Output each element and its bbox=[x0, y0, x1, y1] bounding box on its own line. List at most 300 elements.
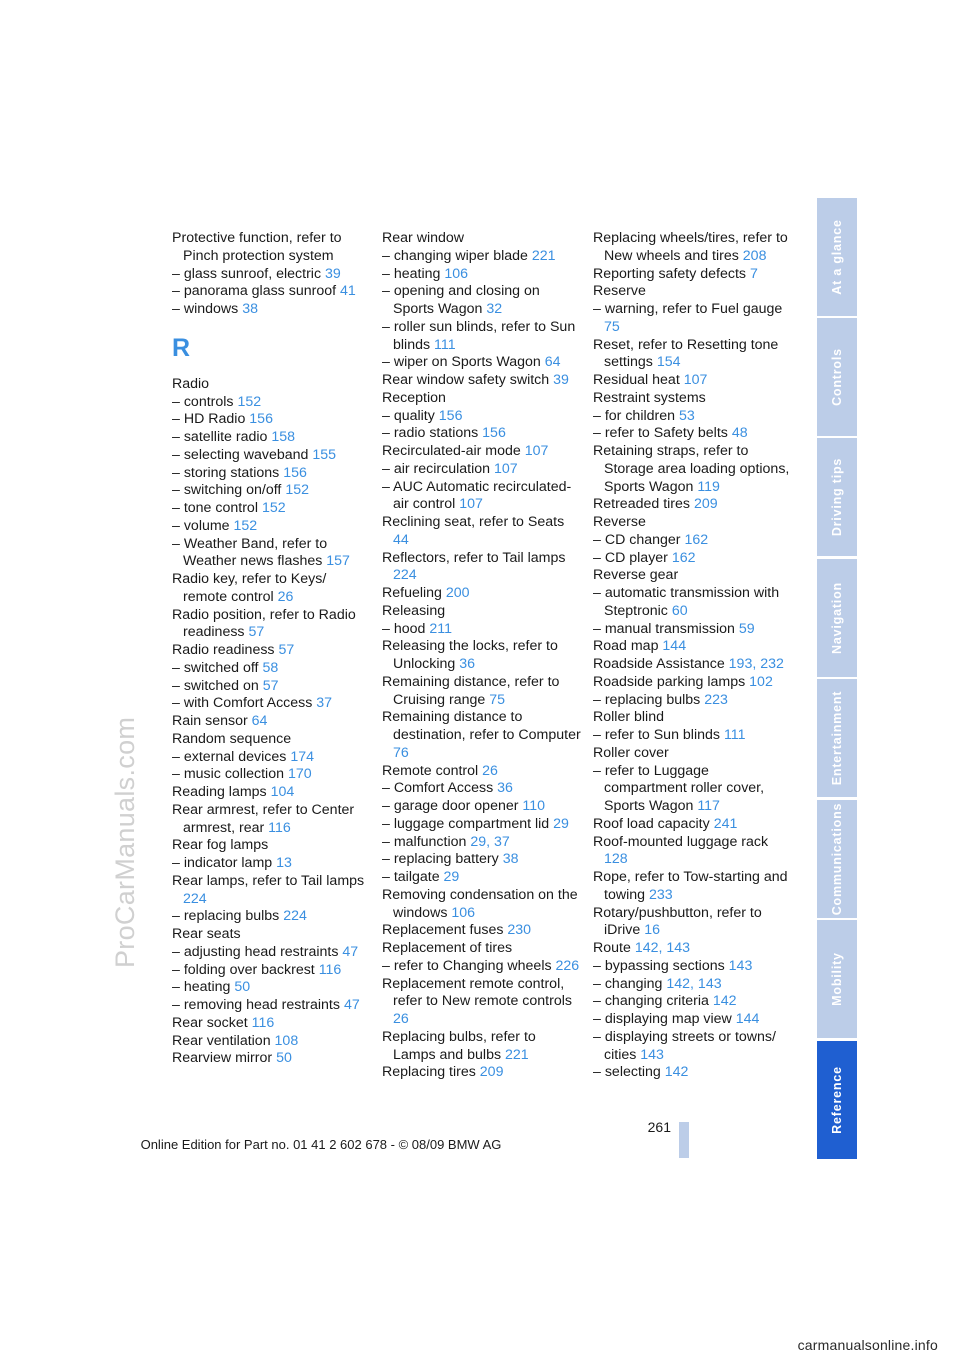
page-reference-link[interactable]: 29 bbox=[443, 869, 460, 885]
page-reference-link[interactable]: 107 bbox=[459, 496, 483, 513]
page-reference-link[interactable]: 102 bbox=[749, 673, 773, 690]
tab-label: Navigation bbox=[830, 582, 844, 654]
index-entry-text: – selecting waveband bbox=[172, 446, 309, 463]
index-entry-text: Replacement of tires bbox=[382, 940, 513, 956]
index-entry-text: – for children bbox=[593, 407, 676, 424]
page-reference-link[interactable]: 57 bbox=[278, 642, 295, 658]
tab-at-a-glance[interactable] bbox=[817, 198, 857, 316]
page-reference-link[interactable]: 36 bbox=[497, 780, 513, 797]
page-reference-link[interactable]: 59 bbox=[738, 620, 755, 637]
index-entry-text: – AUC Automatic recirculated-air control bbox=[382, 478, 572, 513]
page-reference-link[interactable]: 152 bbox=[233, 517, 258, 534]
page-reference-link[interactable]: 38 bbox=[502, 851, 519, 868]
page-reference-link[interactable]: 221 bbox=[531, 247, 556, 264]
index-entry-text: – radio stations bbox=[382, 425, 479, 442]
page-reference-link[interactable]: 53 bbox=[678, 407, 695, 424]
index-entry-text: Rear armrest, refer to Center armrest, rear bbox=[172, 801, 355, 836]
index-entry bbox=[593, 674, 793, 692]
index-entry-text: Remaining distance, refer to Cruising range bbox=[382, 673, 560, 708]
index-entry-text: – satellite radio bbox=[172, 429, 268, 445]
index-entry bbox=[593, 567, 793, 585]
index-entry-text: Reflectors, refer to Tail lamps bbox=[382, 549, 566, 566]
index-entry-text: – opening and closing on Sports Wagon bbox=[382, 283, 540, 317]
page-number: 261 bbox=[647, 1119, 671, 1135]
page-reference-link[interactable]: 38 bbox=[242, 301, 258, 317]
watermark-text: ProCarManuals.com bbox=[110, 716, 140, 968]
index-entry bbox=[172, 447, 372, 465]
index-entry bbox=[382, 763, 582, 781]
index-entry-text: Reporting safety defects bbox=[593, 265, 746, 282]
index-entry bbox=[382, 780, 582, 798]
index-entry-text: – folding over backrest bbox=[172, 961, 315, 978]
tab-label: At a glance bbox=[830, 219, 844, 295]
page-reference-link[interactable]: 116 bbox=[268, 819, 291, 836]
index-entry-text: Remote control bbox=[382, 762, 479, 779]
index-entry-text: – replacing bulbs bbox=[172, 908, 280, 925]
index-entry bbox=[593, 337, 793, 373]
page-reference-link[interactable]: 36 bbox=[459, 656, 476, 672]
index-entry-text: Roller blind bbox=[593, 709, 664, 726]
index-entry-text: Rear fog lamps bbox=[172, 837, 269, 854]
index-entry bbox=[382, 887, 582, 923]
index-entry-text: Retreaded tires bbox=[593, 496, 690, 513]
index-entry-text: Rear window safety switch bbox=[382, 372, 550, 388]
page-reference-link[interactable]: 170 bbox=[287, 766, 312, 783]
index-entry-text: – CD changer bbox=[593, 531, 681, 548]
page-reference-link[interactable]: 223 bbox=[704, 691, 728, 708]
page-reference-link[interactable]: 156 bbox=[482, 425, 506, 442]
index-entry bbox=[593, 550, 793, 568]
index-entry bbox=[382, 230, 582, 248]
page-reference-link[interactable]: 107 bbox=[524, 443, 549, 459]
index-entry-text: – refer to Safety belts bbox=[593, 425, 728, 442]
page-reference-link[interactable]: 107 bbox=[493, 460, 518, 477]
index-entry bbox=[172, 607, 372, 643]
index-entry-text: Reverse gear bbox=[593, 567, 679, 584]
page-reference-link[interactable]: 64 bbox=[251, 713, 268, 729]
index-entry-text: – heating bbox=[172, 979, 231, 996]
index-entry-text: Radio bbox=[172, 375, 210, 392]
page-reference-link[interactable]: 111 bbox=[723, 727, 746, 743]
page-reference-link[interactable]: 208 bbox=[742, 247, 767, 264]
index-entry bbox=[382, 408, 582, 426]
index-entry-text: – Comfort Access bbox=[382, 780, 494, 797]
index-entry bbox=[172, 749, 372, 767]
index-entry-text: Road map bbox=[593, 638, 659, 655]
page-reference-link[interactable]: 50 bbox=[234, 979, 251, 996]
page-reference-link[interactable]: 75 bbox=[604, 318, 620, 335]
index-entry-text: Replacement fuses bbox=[382, 922, 504, 939]
page-reference-link[interactable]: 158 bbox=[271, 429, 296, 445]
index-entry bbox=[382, 922, 582, 940]
index-entry bbox=[172, 376, 372, 394]
index-entry-text: – windows bbox=[172, 301, 239, 317]
index-entry-text: Replacing wheels/tires, refer to New wheels and tires bbox=[593, 230, 788, 264]
page-reference-link[interactable]: 26 bbox=[393, 1011, 409, 1027]
index-entry bbox=[593, 638, 793, 656]
index-entry bbox=[382, 372, 582, 390]
index-entry bbox=[382, 1064, 582, 1082]
index-entry bbox=[172, 642, 372, 660]
index-entry bbox=[172, 230, 372, 266]
page-reference-link[interactable]: 162 bbox=[671, 549, 696, 566]
index-entry bbox=[593, 496, 793, 514]
index-entry-text: Route bbox=[593, 940, 631, 956]
page-reference-link[interactable]: 143 bbox=[728, 957, 753, 974]
index-entry bbox=[593, 816, 793, 834]
index-entry bbox=[172, 465, 372, 483]
index-entry-text: – quality bbox=[382, 407, 435, 424]
index-entry bbox=[172, 482, 372, 500]
page-reference-link[interactable]: 41 bbox=[340, 283, 356, 300]
page-reference-link[interactable]: 39 bbox=[325, 265, 341, 282]
index-entry bbox=[172, 908, 372, 926]
index-column-1 bbox=[172, 230, 372, 1068]
index-entry-text: – CD player bbox=[593, 549, 668, 566]
index-entry bbox=[172, 571, 372, 607]
index-entry-text: Rear seats bbox=[172, 926, 241, 942]
index-entry bbox=[172, 731, 372, 749]
index-entry-text: Removing condensation on the windows bbox=[382, 886, 578, 921]
index-entry bbox=[382, 283, 582, 319]
index-entry bbox=[382, 514, 582, 550]
index-entry-text: – glass sunroof, electric bbox=[172, 265, 322, 282]
index-entry-text: – HD Radio bbox=[172, 411, 246, 428]
index-entry bbox=[593, 905, 793, 941]
page-reference-link[interactable]: 128 bbox=[604, 851, 628, 868]
index-entry bbox=[593, 976, 793, 994]
index-entry-text: Rain sensor bbox=[172, 713, 248, 729]
index-entry bbox=[172, 283, 372, 301]
index-entry-text: – displaying map view bbox=[593, 1011, 732, 1027]
page-reference-link[interactable]: 152 bbox=[285, 482, 309, 499]
page-reference-link[interactable]: 58 bbox=[262, 659, 279, 676]
page-reference-link[interactable]: 233 bbox=[648, 886, 673, 903]
index-entry-text: – bypassing sections bbox=[593, 957, 725, 974]
index-entry-text: Roof load capacity bbox=[593, 815, 710, 832]
index-entry-text: – luggage compartment lid bbox=[382, 815, 550, 832]
page-reference-link[interactable]: 221 bbox=[505, 1046, 529, 1063]
index-entry-text: Remaining distance to destination, refer to Computer bbox=[382, 709, 581, 743]
index-entry bbox=[172, 802, 372, 838]
page-reference-link[interactable]: 110 bbox=[522, 798, 546, 814]
index-entry bbox=[172, 301, 372, 319]
index-entry bbox=[593, 869, 793, 905]
index-entry bbox=[593, 834, 793, 870]
tab-communications[interactable] bbox=[817, 800, 857, 918]
page-reference-link[interactable]: 39 bbox=[553, 372, 569, 388]
index-entry bbox=[593, 958, 793, 976]
page-reference-link[interactable]: 111 bbox=[434, 336, 456, 353]
index-entry bbox=[382, 621, 582, 639]
page-reference-link[interactable]: 224 bbox=[393, 567, 417, 584]
index-entry bbox=[382, 390, 582, 408]
page-reference-link[interactable]: 29 bbox=[553, 815, 569, 832]
page-reference-link[interactable]: 106 bbox=[451, 904, 476, 921]
page-reference-link[interactable]: 64 bbox=[544, 354, 561, 371]
page-reference-link[interactable]: 226 bbox=[555, 957, 580, 974]
index-entry-text: Rear socket bbox=[172, 1014, 248, 1031]
index-entry-text: Rope, refer to Tow-starting and towing bbox=[593, 869, 788, 903]
index-entry bbox=[593, 745, 793, 763]
page-reference-link[interactable]: 144 bbox=[662, 638, 687, 655]
index-entry bbox=[172, 678, 372, 696]
index-entry-text: Recirculated-air mode bbox=[382, 443, 521, 459]
index-entry bbox=[593, 993, 793, 1011]
index-entry bbox=[382, 851, 582, 869]
index-entry bbox=[172, 1033, 372, 1051]
index-entry-text: – removing head restraints bbox=[172, 997, 340, 1013]
page-reference-link[interactable]: 224 bbox=[183, 890, 207, 907]
footer-text: Online Edition for Part no. 01 41 2 602 678 - © 08/09 BMW AG bbox=[140, 1137, 502, 1152]
page-reference-link[interactable]: 50 bbox=[276, 1050, 292, 1067]
index-entry-text: Radio readiness bbox=[172, 642, 275, 658]
index-entry bbox=[172, 926, 372, 944]
index-entry bbox=[172, 944, 372, 962]
index-entry bbox=[593, 372, 793, 390]
index-entry bbox=[382, 461, 582, 479]
index-entry-text: – switched on bbox=[172, 677, 259, 694]
page-reference-link[interactable]: 76 bbox=[393, 744, 409, 761]
index-entry-text: – switching on/off bbox=[172, 482, 282, 499]
page-reference-link[interactable]: 209 bbox=[479, 1064, 504, 1081]
index-entry-text: Reset, refer to Resetting tone settings bbox=[593, 336, 779, 371]
index-entry-text: – external devices bbox=[172, 748, 287, 765]
page-reference-link[interactable]: 155 bbox=[312, 446, 337, 463]
index-entry-text: Retaining straps, refer to Storage area loading options, Sports Wagon bbox=[593, 443, 790, 495]
tab-entertainment[interactable] bbox=[817, 679, 857, 797]
tab-label: Driving tips bbox=[830, 457, 844, 537]
page-reference-link[interactable]: 211 bbox=[429, 620, 452, 637]
index-entry bbox=[593, 408, 793, 426]
index-entry-text: Roller cover bbox=[593, 744, 669, 761]
index-entry bbox=[382, 603, 582, 621]
index-entry-text: Roof-mounted luggage rack bbox=[593, 833, 769, 850]
index-entry-text: – heating bbox=[382, 265, 441, 282]
page-reference-link[interactable]: 230 bbox=[507, 922, 532, 939]
index-entry-text: – garage door opener bbox=[382, 798, 519, 814]
index-entry-text: Random sequence bbox=[172, 730, 292, 747]
page-reference-link[interactable]: 152 bbox=[261, 500, 286, 516]
page-reference-link[interactable]: 37 bbox=[316, 695, 333, 712]
index-entry-text: – changing criteria bbox=[593, 993, 709, 1010]
index-entry-text: Rear lamps, refer to Tail lamps bbox=[172, 872, 365, 889]
index-entry bbox=[382, 638, 582, 674]
index-entry-text: – air recirculation bbox=[382, 460, 491, 477]
index-entry bbox=[593, 1011, 793, 1029]
index-entry-text: – malfunction bbox=[382, 833, 467, 850]
page-reference-link[interactable]: 142 bbox=[664, 1064, 689, 1081]
index-entry-text: – changing bbox=[593, 975, 663, 992]
index-entry bbox=[382, 319, 582, 355]
page-reference-link[interactable]: 13 bbox=[276, 855, 292, 871]
page-reference-link[interactable]: 142, 143 bbox=[666, 975, 722, 992]
section-heading: R bbox=[172, 333, 191, 362]
page-reference-link[interactable]: 224 bbox=[283, 908, 307, 925]
index-entry-text: – with Comfort Access bbox=[172, 695, 313, 712]
index-entry bbox=[172, 979, 372, 997]
index-entry bbox=[382, 709, 582, 762]
index-entry-text: Reception bbox=[382, 389, 446, 406]
index-entry-text: – manual transmission bbox=[593, 620, 735, 637]
index-entry-text: Radio key, refer to Keys/ remote control bbox=[172, 571, 327, 605]
page-reference-link[interactable]: 60 bbox=[671, 602, 688, 619]
page-reference-link[interactable]: 44 bbox=[393, 531, 409, 548]
page-reference-link[interactable]: 57 bbox=[262, 677, 279, 694]
index-entry bbox=[172, 1015, 372, 1033]
index-entry bbox=[382, 425, 582, 443]
tab-navigation[interactable] bbox=[817, 559, 857, 677]
tab-driving-tips[interactable] bbox=[817, 438, 857, 556]
page-reference-link[interactable]: 174 bbox=[290, 748, 314, 765]
page-reference-link[interactable]: 108 bbox=[274, 1032, 299, 1049]
index-entry bbox=[382, 550, 582, 586]
index-entry bbox=[382, 869, 582, 887]
index-entry-text: – refer to Sun blinds bbox=[593, 727, 720, 743]
index-column-2 bbox=[382, 230, 582, 1082]
index-entry bbox=[382, 940, 582, 958]
index-entry bbox=[593, 230, 793, 266]
index-entry-text: Replacement remote control, refer to New remote controls bbox=[382, 975, 572, 1010]
index-entry bbox=[172, 1050, 372, 1068]
index-entry bbox=[593, 727, 793, 745]
page-reference-link[interactable]: 144 bbox=[735, 1011, 760, 1027]
index-entry bbox=[382, 674, 582, 710]
index-entry bbox=[382, 1029, 582, 1065]
page-reference-link[interactable]: 116 bbox=[251, 1014, 275, 1031]
index-entry bbox=[172, 766, 372, 784]
index-entry bbox=[172, 695, 372, 713]
footer-right bbox=[501, 1137, 819, 1152]
index-entry bbox=[593, 283, 793, 301]
index-entry-text: Radio position, refer to Radio readiness bbox=[172, 606, 356, 641]
tab-label: Communications bbox=[830, 802, 844, 916]
index-entry bbox=[382, 248, 582, 266]
index-entry-text: Restraint systems bbox=[593, 389, 706, 406]
index-entry bbox=[593, 390, 793, 408]
index-entry-text: Reclining seat, refer to Seats bbox=[382, 514, 565, 530]
index-entry bbox=[172, 962, 372, 980]
index-entry bbox=[593, 425, 793, 443]
page-reference-link[interactable]: 154 bbox=[656, 354, 681, 371]
index-entry-text: – changing wiper blade bbox=[382, 247, 528, 264]
page-reference-link[interactable]: 16 bbox=[644, 922, 660, 939]
index-entry-text: Roadside Assistance bbox=[593, 656, 725, 672]
page-reference-link[interactable]: 119 bbox=[697, 478, 720, 495]
page-reference-link[interactable]: 143 bbox=[640, 1046, 664, 1063]
index-entry-text: – tailgate bbox=[382, 869, 440, 885]
index-entry-text: – automatic transmission with Steptronic bbox=[593, 585, 780, 619]
index-entry-text: – adjusting head restraints bbox=[172, 943, 339, 960]
index-entry bbox=[172, 518, 372, 536]
page-reference-link[interactable]: 116 bbox=[318, 961, 342, 978]
index-entry-text: Releasing bbox=[382, 602, 446, 619]
footer bbox=[0, 1137, 960, 1152]
page-reference-link[interactable]: 142, 143 bbox=[634, 940, 691, 956]
index-entry bbox=[382, 585, 582, 603]
page-reference-link[interactable]: 7 bbox=[749, 265, 758, 282]
page-reference-link[interactable]: 57 bbox=[248, 624, 265, 641]
index-entry bbox=[593, 621, 793, 639]
index-entry bbox=[172, 266, 372, 284]
tab-label: Entertainment bbox=[830, 690, 844, 786]
index-entry bbox=[382, 354, 582, 372]
index-entry bbox=[382, 266, 582, 284]
page-reference-link[interactable]: 142 bbox=[712, 993, 737, 1010]
index-entry-text: – wiper on Sports Wagon bbox=[382, 354, 541, 371]
index-entry-text: Reverse bbox=[593, 514, 646, 530]
index-entry-text: – refer to Luggage compartment roller cover, Sports Wagon bbox=[593, 762, 765, 814]
page-reference-link[interactable]: 162 bbox=[684, 531, 709, 548]
index-entry-text: Refueling bbox=[382, 585, 442, 601]
page-reference-link[interactable]: 32 bbox=[486, 301, 503, 317]
index-entry bbox=[382, 976, 582, 1029]
page-reference-link[interactable]: 104 bbox=[270, 784, 295, 800]
index-entry bbox=[593, 301, 793, 337]
index-entry-text: Replacing tires bbox=[382, 1064, 476, 1081]
tab-controls[interactable] bbox=[817, 318, 857, 436]
index-entry bbox=[382, 798, 582, 816]
page-reference-link[interactable]: 152 bbox=[237, 393, 262, 410]
page-reference-link[interactable]: 47 bbox=[343, 997, 360, 1013]
tab-mobility[interactable] bbox=[817, 920, 857, 1038]
page-reference-link[interactable]: 156 bbox=[283, 464, 307, 481]
page-reference-link[interactable]: 47 bbox=[342, 943, 359, 960]
index-entry-text: – switched off bbox=[172, 659, 259, 676]
page-reference-link[interactable]: 26 bbox=[277, 588, 294, 605]
page-reference-link[interactable]: 75 bbox=[489, 691, 506, 708]
page-reference-link[interactable]: 200 bbox=[445, 585, 470, 601]
index-entry bbox=[172, 873, 372, 909]
index-entry-text: – replacing bulbs bbox=[593, 691, 701, 708]
page-reference-link[interactable]: 107 bbox=[683, 372, 708, 388]
page-reference-link[interactable]: 106 bbox=[444, 265, 469, 282]
page-reference-link[interactable]: 209 bbox=[693, 496, 718, 513]
index-entry-text: – Weather Band, refer to Weather news flashes bbox=[172, 535, 328, 570]
index-entry bbox=[172, 536, 372, 572]
index-entry-text: – hood bbox=[382, 620, 426, 637]
index-entry bbox=[382, 479, 582, 515]
page-reference-link[interactable]: 29, 37 bbox=[470, 833, 510, 850]
index-entry-text: Releasing the locks, refer to Unlocking bbox=[382, 638, 558, 672]
page-reference-link[interactable]: 156 bbox=[438, 407, 463, 424]
page-reference-link[interactable]: 193, 232 bbox=[728, 656, 784, 672]
page-reference-link[interactable]: 48 bbox=[731, 425, 748, 442]
page-reference-link[interactable]: 26 bbox=[482, 762, 498, 779]
page-reference-link[interactable]: 156 bbox=[249, 411, 273, 428]
page-reference-link[interactable]: 157 bbox=[326, 553, 350, 570]
tab-label: Reference bbox=[830, 1066, 844, 1134]
index-entry bbox=[172, 394, 372, 412]
index-entry bbox=[593, 656, 793, 674]
index-entry bbox=[382, 443, 582, 461]
index-entry-text: – refer to Changing wheels bbox=[382, 957, 552, 974]
index-entry-text: Replacing bulbs, refer to Lamps and bulbs bbox=[382, 1028, 536, 1063]
page-reference-link[interactable]: 241 bbox=[713, 815, 738, 832]
index-entry-text: – warning, refer to Fuel gauge bbox=[593, 301, 783, 317]
index-entry bbox=[593, 1029, 793, 1065]
tab-label: Mobility bbox=[830, 952, 844, 1006]
site-watermark: carmanualsonline.info bbox=[797, 1337, 938, 1353]
index-column-3 bbox=[593, 230, 793, 1082]
index-entry-text: Rearview mirror bbox=[172, 1050, 273, 1067]
index-entry bbox=[593, 585, 793, 621]
index-entry bbox=[172, 660, 372, 678]
page-reference-link[interactable]: 117 bbox=[697, 798, 720, 814]
index-entry bbox=[593, 692, 793, 710]
index-entry bbox=[172, 784, 372, 802]
index-entry-text: Roadside parking lamps bbox=[593, 673, 746, 690]
